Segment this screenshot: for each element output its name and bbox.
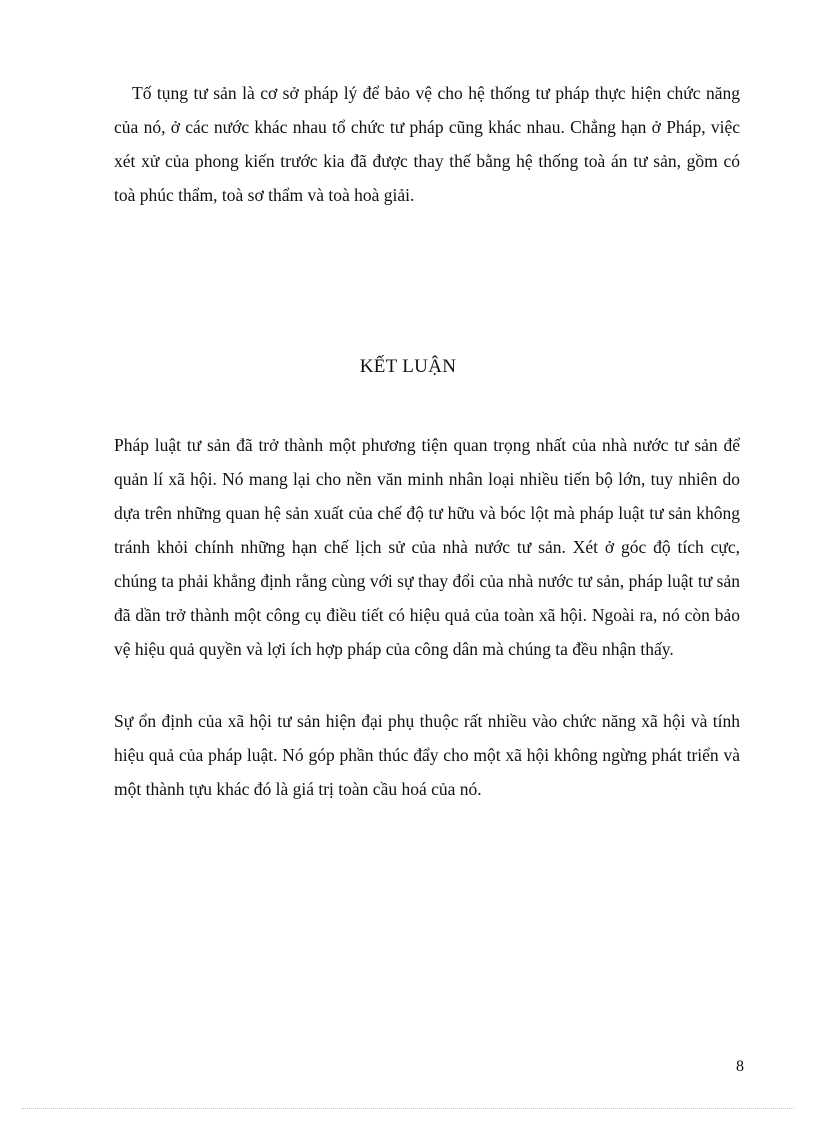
conclusion-paragraph-2: Sự ổn định của xã hội tư sản hiện đại phụ thuộc rất nhiều vào chức năng xã hội và tính hiệu quả của pháp luật. Nó góp phần thúc đẩy cho một xã hội không ngừng phát triển và một thành tựu khác đó là giá trị toàn cầu hoá của nó. [114, 711, 740, 799]
conclusion-heading: KẾT LUẬN [359, 356, 457, 377]
footer-divider [22, 1108, 794, 1109]
page-number: 8 [736, 1058, 744, 1075]
conclusion-paragraph-1: Pháp luật tư sản đã trở thành một phương tiện quan trọng nhất của nhà nước tư sản để quản lí xã hội. Nó mang lại cho nền văn minh nhân loại nhiều tiến bộ lớn, tuy nhiên do dựa trên những quan hệ sản xuất của chế độ tư hữu và bóc lột mà pháp luật tư sản không tránh khỏi chính những hạn chế lịch sử của nhà nước tư sản. Xét ở góc độ tích cực, chúng ta phải khẳng định rằng cùng với sự thay đổi của nhà nước tư sản, pháp luật tư sản đã dần trở thành một công cụ điều tiết có hiệu quả của toàn xã hội. Ngoài ra, nó còn bảo vệ hiệu quả quyền và lợi ích hợp pháp của công dân mà chúng ta đều nhận thấy. [114, 435, 740, 659]
intro-paragraph: Tố tụng tư sản là cơ sở pháp lý để bảo vệ cho hệ thống tư pháp thực hiện chức năng của nó, ở các nước khác nhau tổ chức tư pháp cũng khác nhau. Chẳng hạn ở Pháp, việc xét xử của phong kiến trước kia đã được thay thế bằng hệ thống toà án tư sản, gồm có toà phúc thẩm, toà sơ thẩm và toà hoà giải. [114, 83, 740, 205]
